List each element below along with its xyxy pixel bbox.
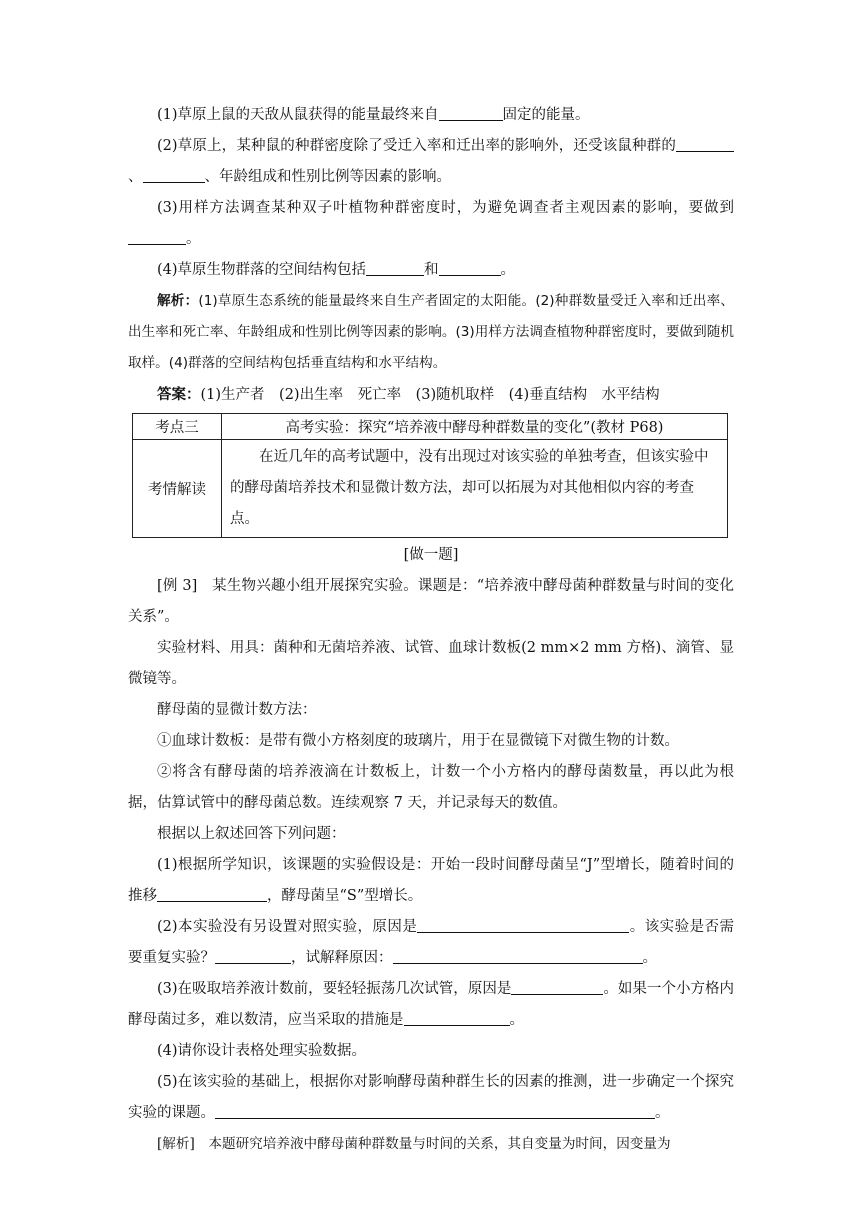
answer-blank [128,230,186,246]
answer-blank [366,261,424,277]
answer-blank [417,918,629,934]
analysis-label: 考情解读 [133,440,222,538]
topic-table [132,413,728,538]
example-question-4: (4)请你设计表格处理实验数据。 [157,1043,367,1059]
question-4: (4)草原生物群落的空间结构包括 和 。 [157,262,516,278]
answer-blank [676,137,734,153]
question-2: (2)草原上，某种鼠的种群密度除了受迁入率和迁出率的影响外，还受该鼠种群的、 、年龄组成和性别比例等因素的影响。 [128,131,734,193]
answer-blank [393,949,643,965]
method-step-1: ①血球计数板：是带有微小方格刻度的玻璃片，用于在显微镜下对微生物的计数。 [157,733,679,749]
question-3: (3)用样方法调查某种双子叶植物种群密度时，为避免调查者主观因素的影响，要做到。 [128,193,734,255]
answer-blank [404,1011,510,1027]
question-1: (1)草原上鼠的天敌从鼠获得的能量最终来自 固定的能量。 [157,107,590,123]
example-question-2: (2)本实验没有另设置对照实验，原因是 。该实验是否需要重复实验？ ，试解释原因： 。 [128,919,734,966]
document-page [128,100,734,1160]
topic-title: 高考实验：探究“培养液中酵母种群数量的变化”(教材 P68) [222,414,728,440]
example-question-3: (3)在吸取培养液计数前，要轻轻振荡几次试管，原因是 。如果一个小方格内酵母菌过多，难以数清，应当采取的措施是 。 [128,981,734,1028]
answer-blank [511,980,603,996]
prompt-paragraph: 根据以上叙述回答下列问题： [157,826,346,842]
example-question-1: (1)根据所学知识，该课题的实验假设是：开始一段时间酵母菌呈“J”型增长，随着时间的推移 ，酵母菌呈“S”型增长。 [128,857,734,904]
analysis-text: 在近几年的高考试题中，没有出现过对该实验的单独考查，但该实验中的酵母菌培养技术和显微计数方法，却可以拓展为对其他相似内容的考查点。 [222,440,728,538]
section-title: [做一题] [403,547,459,563]
explanation-paragraph: 解析：(1)草原生态系统的能量最终来自生产者固定的太阳能。(2)种群数量受迁入率和迁出率、出生率和死亡率、年龄组成和性别比例等因素的影响。(3)用样方法调查植物种群密度时，要做到随机取样。(4)群落的空间结构包括垂直结构和水平结构。 [128,293,734,371]
materials-paragraph: 实验材料、用具：菌种和无菌培养液、试管、血球计数板(2 mm×2 mm 方格)、滴管、显微镜等。 [128,640,734,687]
method-step-2: ②将含有酵母菌的培养液滴在计数板上，计数一个小方格内的酵母菌数量，再以此为根据，估算试管中的酵母菌总数。连续观察 7 天，并记录每天的数值。 [128,764,734,811]
answer-blank [215,949,291,965]
answer-blank [439,106,503,122]
answer-blank [439,261,501,277]
table-row [133,440,728,538]
example-intro: [例 3] 某生物兴趣小组开展探究实验。课题是：“培养液中酵母菌种群数量与时间的变化关系”。 [128,578,734,625]
answer-blank [215,1104,655,1120]
answer-blank [157,887,267,903]
topic-label: 考点三 [133,414,222,440]
method-title: 酵母菌的显微计数方法： [157,702,317,718]
table-row [133,414,728,440]
answer-paragraph: 答案：(1)生产者 (2)出生率 死亡率 (3)随机取样 (4)垂直结构 水平结构 [157,386,660,403]
answer-blank [143,168,205,184]
example-question-5: (5)在该实验的基础上，根据你对影响酵母菌种群生长的因素的推测，进一步确定一个探究实验的课题。 。 [128,1074,734,1121]
final-explanation: [解析] 本题研究培养液中酵母菌种群数量与时间的关系，其自变量为时间，因变量为 [157,1136,671,1152]
